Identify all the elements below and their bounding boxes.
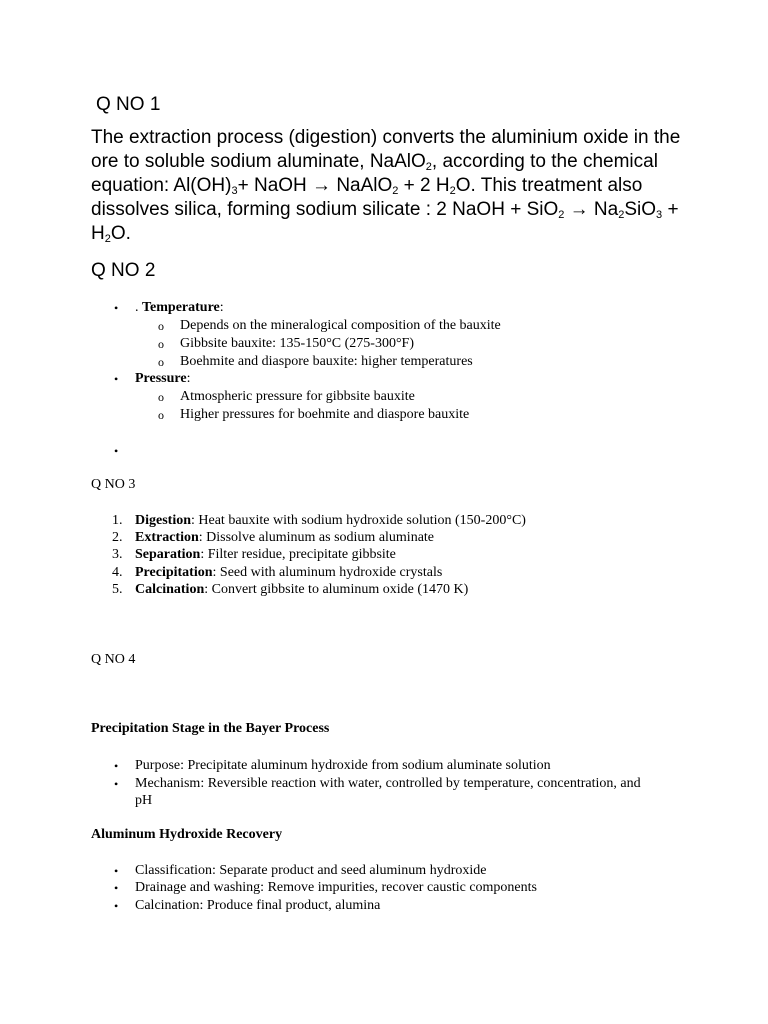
- bullet-icon: •: [114, 444, 119, 458]
- q2-heading: Q NO 2: [91, 260, 156, 281]
- q1-text: → Na: [564, 199, 619, 220]
- step-number: 1.: [112, 513, 123, 528]
- q3-heading: Q NO 3: [91, 477, 136, 492]
- bullet-icon: •: [114, 881, 119, 895]
- temperature-label: Temperature: [142, 300, 220, 315]
- q1-line: [91, 174, 691, 198]
- q1-paragraph: [91, 126, 691, 246]
- subscript: 2: [558, 209, 565, 221]
- sub-item-text: Atmospheric pressure for gibbsite bauxite: [180, 389, 415, 404]
- subscript: 3: [656, 209, 663, 221]
- bullet-icon: •: [114, 864, 119, 878]
- circle-bullet-icon: o: [158, 390, 164, 404]
- step-text: : Dissolve aluminum as sodium aluminate: [198, 530, 435, 545]
- pressure-label: Pressure: [135, 371, 187, 386]
- q4-heading: Q NO 4: [91, 652, 136, 667]
- q1-text: ore to soluble sodium aluminate, NaAlO: [91, 151, 426, 172]
- bullet-icon: •: [114, 899, 119, 913]
- q1-text: O. This treatment also: [455, 175, 643, 196]
- colon: :: [219, 300, 224, 315]
- step-term: Extraction: [135, 530, 199, 545]
- q1-text: , according to the chemical: [431, 151, 658, 172]
- q1-line: [91, 222, 691, 246]
- q1-text: O.: [110, 223, 131, 244]
- q1-line: [91, 126, 691, 150]
- prefix: .: [135, 300, 142, 315]
- step-number: 4.: [112, 565, 123, 580]
- subscript: 3: [231, 185, 238, 197]
- step-number: 3.: [112, 547, 123, 562]
- item-text: Drainage and washing: Remove impurities, recover caustic components: [135, 880, 537, 895]
- sub-item-text: Depends on the mineralogical composition of the bauxite: [180, 318, 501, 333]
- bullet-icon: •: [114, 301, 119, 315]
- colon: :: [186, 371, 191, 386]
- step-text: : Heat bauxite with sodium hydroxide solution (150-200°C): [191, 513, 526, 528]
- sub-item-text: Gibbsite bauxite: 135-150°C (275-300°F): [180, 336, 415, 351]
- bullet-icon: •: [114, 777, 119, 791]
- item-text: Mechanism: Reversible reaction with water, controlled by temperature, concentration, and: [135, 776, 641, 791]
- step-term: Digestion: [135, 513, 191, 528]
- step-number: 5.: [112, 582, 123, 597]
- step-term: Precipitation: [135, 565, 213, 580]
- q1-text: + NaOH → NaAlO: [237, 175, 393, 196]
- step-text: : Filter residue, precipitate gibbsite: [200, 547, 396, 562]
- circle-bullet-icon: o: [158, 408, 164, 422]
- step-text: : Convert gibbsite to aluminum oxide (1470 K): [204, 582, 469, 597]
- subscript: 2: [618, 209, 625, 221]
- q1-line: [91, 150, 691, 174]
- section-title: Aluminum Hydroxide Recovery: [91, 827, 283, 842]
- item-text: Classification: Separate product and seed aluminum hydroxide: [135, 863, 487, 878]
- item-text: Calcination: Produce final product, alumina: [135, 898, 381, 913]
- bullet-icon: •: [114, 372, 119, 386]
- subscript: 2: [425, 161, 432, 173]
- subscript: 2: [449, 185, 456, 197]
- sub-item-text: Higher pressures for boehmite and diaspore bauxite: [180, 407, 470, 422]
- step-term: Separation: [135, 547, 201, 562]
- item-text: pH: [135, 793, 153, 808]
- q1-line: [91, 198, 691, 222]
- q1-text: +: [662, 199, 679, 220]
- q1-text: equation: Al(OH): [91, 175, 232, 196]
- circle-bullet-icon: o: [158, 355, 164, 369]
- q1-heading: Q NO 1: [96, 94, 161, 115]
- q1-text: + 2 H: [398, 175, 450, 196]
- bullet-icon: •: [114, 759, 119, 773]
- step-text: : Seed with aluminum hydroxide crystals: [212, 565, 443, 580]
- q1-text: SiO: [624, 199, 657, 220]
- subscript: 2: [392, 185, 399, 197]
- sub-item-text: Boehmite and diaspore bauxite: higher temperatures: [180, 354, 473, 369]
- circle-bullet-icon: o: [158, 337, 164, 351]
- section-title: Precipitation Stage in the Bayer Process: [91, 721, 330, 736]
- subscript: 2: [104, 233, 111, 245]
- q1-text: dissolves silica, forming sodium silicate : 2 NaOH + SiO: [91, 199, 559, 220]
- step-term: Calcination: [135, 582, 205, 597]
- q1-text: H: [91, 223, 105, 244]
- q1-text: The extraction process (digestion) converts the aluminium oxide in the: [91, 127, 681, 148]
- item-text: Purpose: Precipitate aluminum hydroxide from sodium aluminate solution: [135, 758, 551, 773]
- circle-bullet-icon: o: [158, 319, 164, 333]
- step-number: 2.: [112, 530, 123, 545]
